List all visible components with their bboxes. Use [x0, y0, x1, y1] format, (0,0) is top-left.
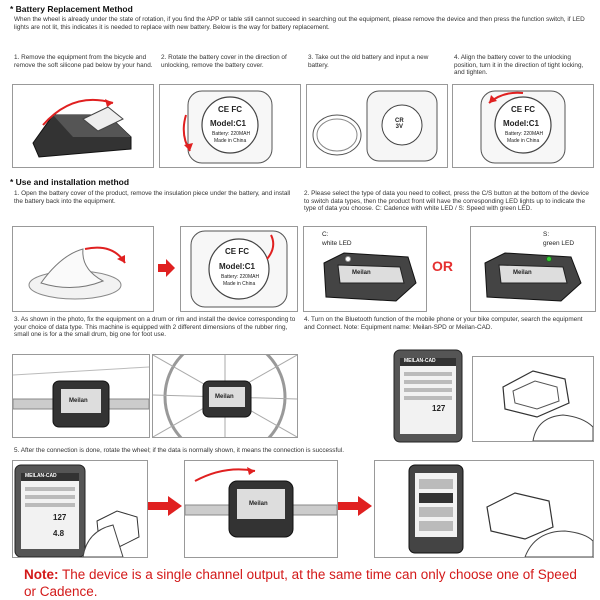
led-c-name: white LED — [322, 240, 352, 247]
wheel-brand: Meilan — [249, 501, 268, 507]
install-step-5-text: 5. After the connection is done, rotate the wheel; if the data is normally shown, it means the connection is successful. — [14, 447, 345, 454]
step3-coin-battery: CR 3V — [395, 118, 404, 130]
cadence-brand: Meilan — [352, 270, 371, 276]
battery-step-2-text: 2. Rotate the battery cover in the direction of unlocking, remove the battery cover. — [161, 54, 287, 69]
step4-battery-spec: Battery: 220MAH — [505, 131, 544, 137]
arrow-1-icon — [148, 496, 182, 516]
install-step-4-text: 4. Turn on the Bluetooth function of the mobile phone or your bike computer, search the equipment and Connect. Note: Equipment name: Meilan-SPD or Meilan-CAD. — [304, 316, 583, 331]
step4-model-label: Model:C1 — [503, 119, 539, 128]
connection-wheel-image — [184, 460, 338, 558]
battery-step-3-text: 3. Take out the old battery and input a new battery. — [308, 54, 429, 69]
phone-value-a: 127 — [432, 404, 446, 413]
conn-phone-header: MEILAN-CAD — [25, 473, 57, 479]
next-arrow-icon — [156, 258, 176, 278]
crank-mount-image — [12, 354, 150, 438]
battery-step-2-image — [159, 84, 301, 168]
battery-step-1-image — [12, 84, 154, 168]
install-ce-mark: CE FC — [225, 247, 249, 256]
speed-led-image — [470, 226, 596, 312]
install-step-3-text: 3. As shown in the photo, fix the equipment on a drum or rim and install the device corresponding to your choice of data type. This machine is equipped with 2 different dimensions of the rubber ring, small one is for a the small drum, big one for foot use. — [14, 316, 296, 339]
note-text: The device is a single channel output, at the same time can only choose one of Speed or Cadence. — [24, 567, 577, 599]
phone-image — [388, 348, 468, 444]
install-model-label: Model:C1 — [219, 262, 255, 271]
rim-brand: Meilan — [215, 394, 234, 400]
led-c-label: C: — [322, 231, 329, 238]
install-heading: * Use and installation method — [10, 177, 130, 187]
hand-device-image — [472, 356, 594, 442]
rim-mount-image — [152, 354, 298, 438]
battery-step-4-text: 4. Align the battery cover to the unlocking position, turn it in the direction of tight locking, and tighten. — [454, 54, 584, 77]
install-battery-spec: Battery: 220MAH — [221, 274, 260, 280]
connection-bike-computer-image — [374, 460, 594, 558]
cadence-led-image — [303, 226, 427, 312]
step2-ce-mark: CE FC — [218, 105, 242, 114]
install-origin: Made in China — [223, 281, 256, 287]
step2-battery-spec: Battery: 220MAH — [212, 131, 251, 137]
step2-origin: Made in China — [214, 138, 247, 144]
conn-value-b: 4.8 — [53, 529, 65, 538]
connection-phone-image — [12, 460, 148, 558]
install-step-2-text: 2. Please select the type of data you need to collect, press the C/S button at the bottom of the device to switch data types, then the product front will have the corresponding LED lights up to indicate the type of data you choose. C: Cadence with white LED / S: Speed with green LED. — [304, 190, 589, 213]
note-label: Note: — [24, 567, 59, 582]
crank-brand: Meilan — [69, 398, 88, 404]
battery-intro: When the wheel is already under the state of rotation, if you find the APP or table still cannot succeed in searching out the equipment, please remove the device and then press the function switch, if LED lights are not lit, this indicates it is needed to replace with new battery. Below is the way for battery replacement. — [14, 16, 585, 31]
battery-step-4-image — [452, 84, 594, 168]
step2-model-label: Model:C1 — [210, 119, 246, 128]
battery-step-1-text: 1. Remove the equipment from the bicycle and remove the soft silicone pad below by your hand. — [14, 54, 153, 69]
insulation-piece-image — [12, 226, 154, 312]
phone-header: MEILAN-CAD — [404, 358, 436, 364]
arrow-2-icon — [338, 496, 372, 516]
led-s-label: S: — [543, 231, 550, 238]
device-back-image — [180, 226, 298, 312]
battery-heading: * Battery Replacement Method — [10, 4, 133, 14]
led-s-name: green LED — [543, 240, 575, 247]
step4-origin: Made in China — [507, 138, 540, 144]
step4-ce-mark: CE FC — [511, 105, 535, 114]
battery-step-3-image — [306, 84, 448, 168]
note-paragraph — [24, 566, 584, 600]
conn-value-a: 127 — [53, 513, 67, 522]
install-step-1-text: 1. Open the battery cover of the product, remove the insulation piece under the battery, and install the battery back into the equipment. — [14, 190, 291, 205]
speed-brand: Meilan — [513, 270, 532, 276]
or-label: OR — [432, 258, 453, 274]
